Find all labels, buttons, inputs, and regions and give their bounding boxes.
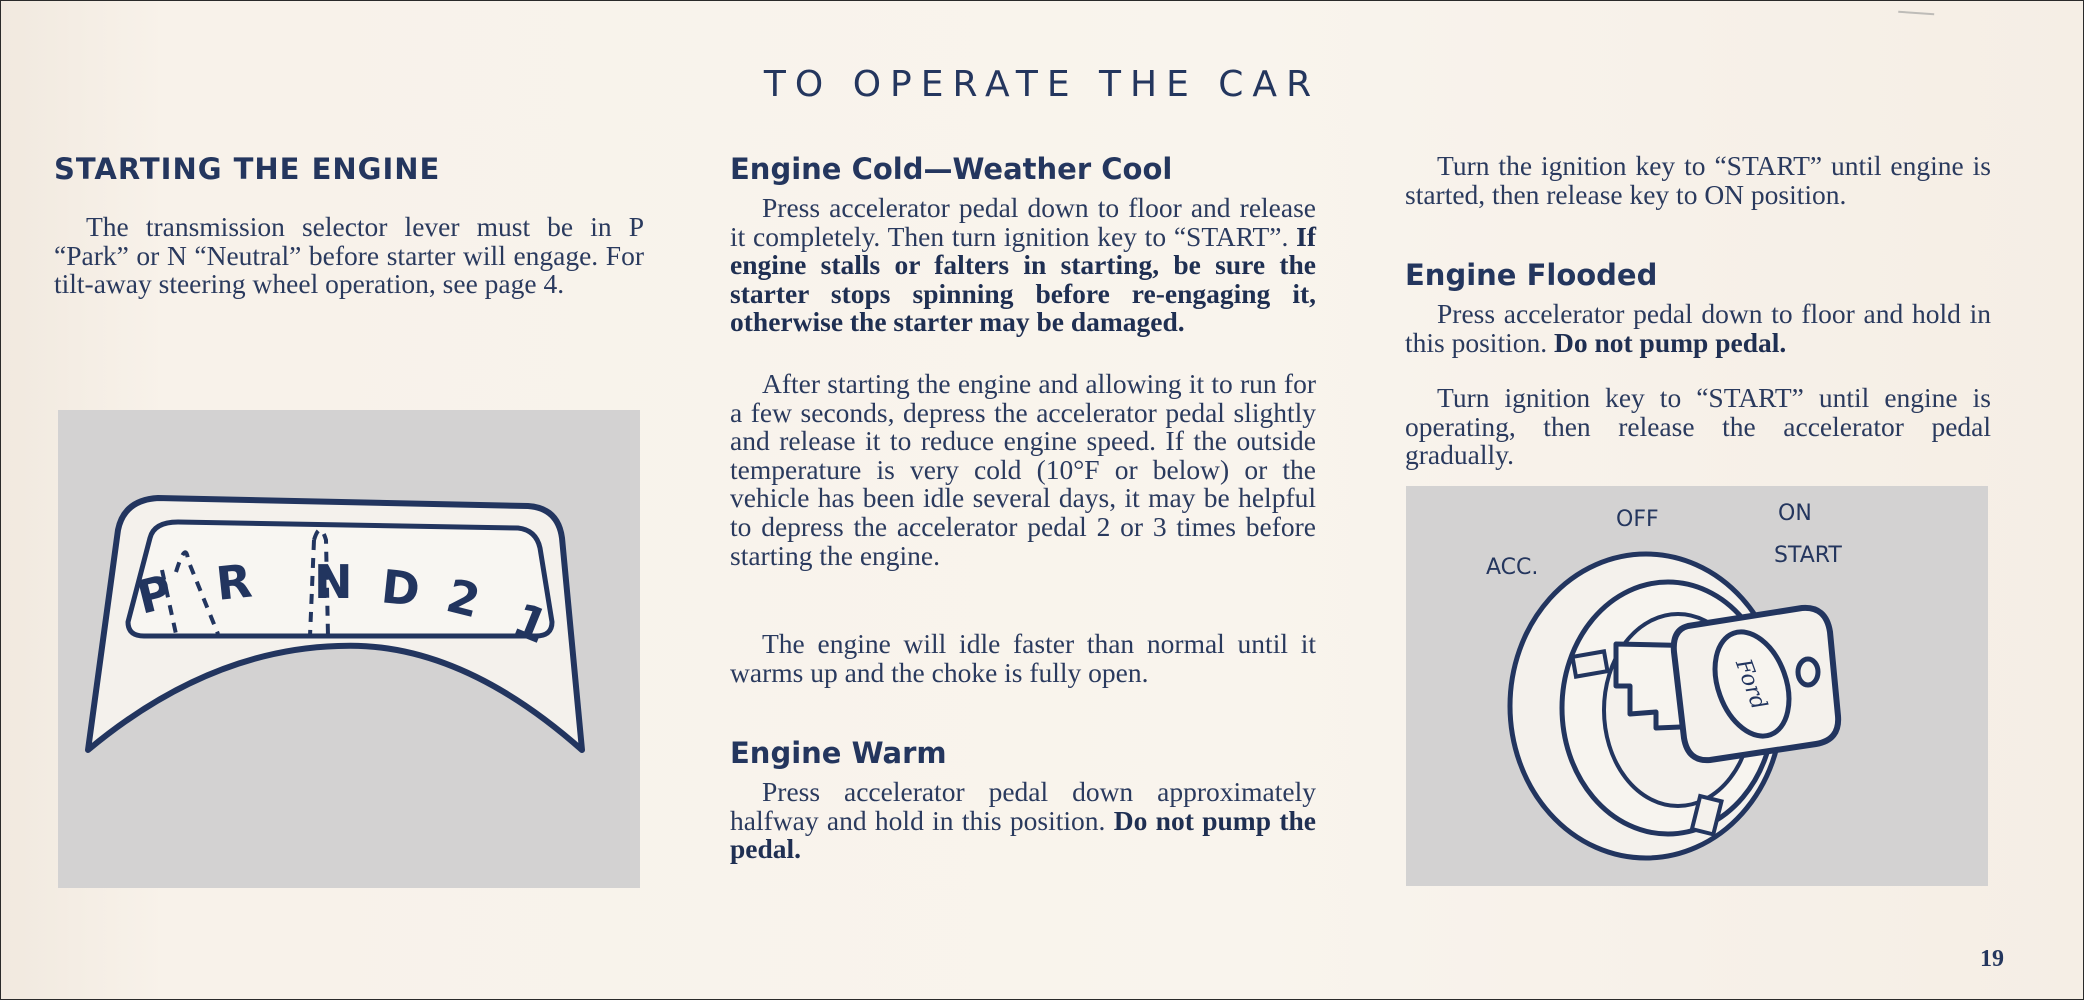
- gear-label: D: [378, 559, 423, 617]
- ignition-switch-illustration: [1406, 486, 1988, 886]
- label-acc: ACC.: [1486, 555, 1539, 580]
- gear-label: 2: [441, 568, 486, 629]
- engine-cold-paragraph-3: The engine will idle faster than normal until it warms up and the choke is fully open.: [730, 628, 1316, 688]
- gear-label: N: [314, 555, 353, 609]
- engine-cold-heading: Engine Cold—Weather Cool: [730, 152, 1173, 186]
- gear-label: P: [131, 564, 178, 625]
- page-number: 19: [1980, 946, 2004, 972]
- gear-label: R: [213, 553, 255, 611]
- starting-engine-text: The transmission selector lever must be in P “Park” or N “Neutral” before starter will engage. For tilt-away steering wheel operation, see page 4.: [54, 211, 644, 300]
- ignition-start-paragraph: Turn the ignition key to “START” until engine is started, then release key to ON position.: [1405, 150, 1991, 210]
- gear-label: 1: [505, 592, 556, 655]
- engine-warm-heading: Engine Warm: [730, 736, 947, 770]
- engine-flooded-heading: Engine Flooded: [1405, 258, 1658, 292]
- label-off: OFF: [1616, 507, 1659, 532]
- ford-logo-text: Ford: [1729, 655, 1772, 714]
- engine-flooded-paragraph-1: Press accelerator pedal down to floor and hold in this position. Do not pump pedal.: [1405, 298, 1991, 358]
- label-on: ON: [1778, 501, 1812, 526]
- engine-flooded-paragraph-2: Turn ignition key to “START” until engine is operating, then release the accelerator pedal gradually.: [1405, 382, 1991, 471]
- engine-cold-paragraph-2: After starting the engine and allowing it to run for a few seconds, depress the accelerator pedal slightly and release it to reduce engine speed. If the outside temperature is very cold (10°F or below) or the vehicle has been idle several days, it may be helpful to depress the accelerator pedal 2 or 3 times before starting the engine.: [730, 368, 1316, 571]
- engine-cold-paragraph-1: Press accelerator pedal down to floor and release it completely. Then turn ignition key to “START”. If engine stalls or falters in starting, be sure the starter stops spinning before re-engaging it, otherwise the starter may be damaged.: [730, 192, 1316, 338]
- engine-warm-paragraph: Press accelerator pedal down approximately halfway and hold in this position. Do not pump the pedal.: [730, 776, 1316, 865]
- shift-indicator-illustration: [58, 410, 640, 888]
- page-title: TO OPERATE THE CAR: [763, 64, 1321, 105]
- starting-engine-heading: STARTING THE ENGINE: [54, 152, 441, 186]
- label-start: START: [1774, 543, 1842, 568]
